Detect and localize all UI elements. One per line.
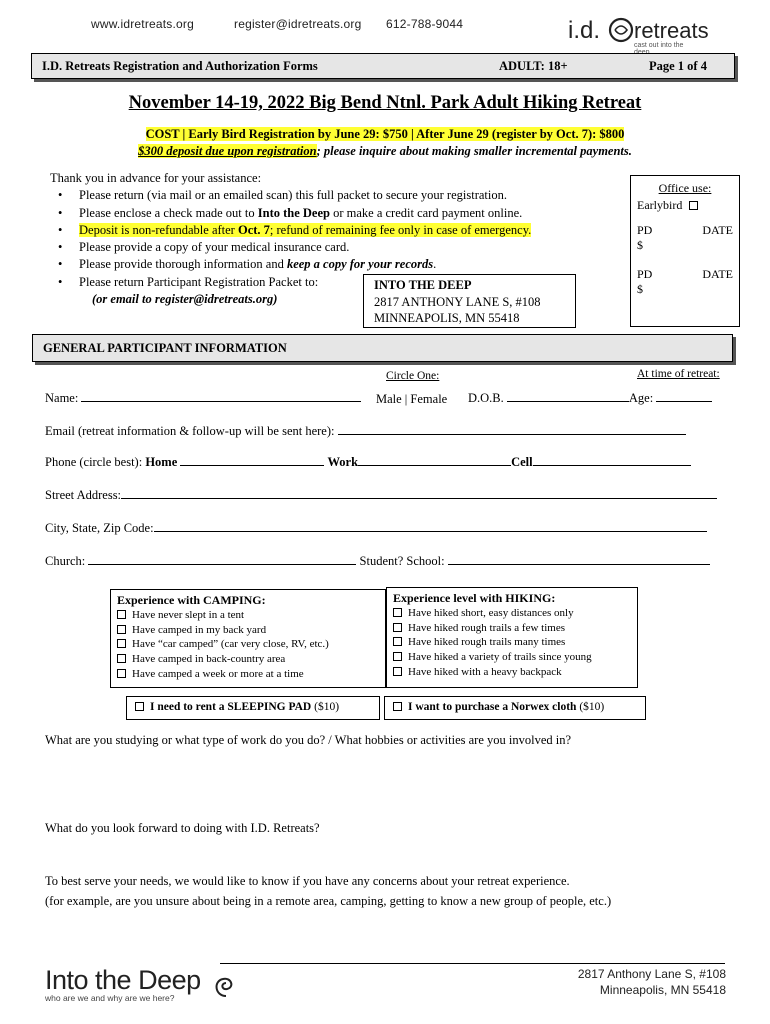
school-field[interactable] [448, 554, 710, 565]
work-phone-label: Work [327, 455, 359, 469]
instruction-text: Please provide thorough information and [79, 257, 287, 272]
hiking-option[interactable] [393, 650, 631, 665]
city-label: City, State, Zip Code: [45, 521, 154, 535]
general-info-title: GENERAL PARTICIPANT INFORMATION [43, 341, 287, 355]
dob-label: D.O.B. [468, 391, 504, 405]
checkbox[interactable] [393, 637, 402, 646]
office-pd-row-1 [637, 223, 733, 238]
payee-name: Into the Deep [257, 205, 330, 220]
question-concerns: To best serve your needs, we would like to know if you have any concerns about your retreat experience. [45, 874, 570, 888]
header-phone: 612-788-9044 [386, 17, 464, 31]
sleeping-pad-label: I need to rent a SLEEPING PAD [150, 701, 312, 713]
swirl-icon [211, 971, 241, 999]
email-note: (or email to register@idretreats.org) [92, 292, 278, 307]
circle-one-label: Circle One: [386, 370, 440, 382]
header-email: register@idretreats.org [234, 17, 362, 31]
deposit-highlight: $300 deposit due upon registration [138, 144, 317, 158]
office-pd-row-2 [637, 267, 733, 282]
page-number: Page 1 of 4 [649, 59, 707, 73]
camping-option[interactable] [117, 608, 379, 623]
gender-options[interactable]: Male | Female [376, 392, 448, 406]
phone-label: Phone (circle best): [45, 455, 143, 469]
name-field[interactable] [81, 391, 361, 402]
email-row [45, 424, 686, 439]
deposit-rest: ; please inquire about making smaller incremental payments. [316, 144, 632, 158]
email-field[interactable] [338, 424, 686, 435]
logo-tagline: cast out into the [634, 42, 684, 49]
sleeping-pad-option[interactable] [126, 696, 380, 720]
norwex-price: ($10) [579, 701, 605, 713]
footer-address-street: 2817 Anthony Lane S, #108 [577, 967, 726, 981]
question-concerns-example: (for example, are you unsure about being in a remote area, camping, getting to know a new group of people, etc.) [45, 894, 612, 908]
question-look-forward: What do you look forward to doing with I.D. Retreats? [45, 821, 320, 835]
cell-phone-label: Cell [511, 455, 533, 469]
retreat-title: November 14-19, 2022 Big Bend Ntnl. Park Adult Hiking Retreat [128, 93, 642, 113]
street-label: Street Address: [45, 488, 122, 502]
hiking-experience-box [386, 587, 638, 688]
camping-option-label: Have camped a week or more at a time [132, 667, 304, 680]
instructions-intro: Thank you in advance for your assistance: [50, 171, 262, 185]
svg-text:retreats: retreats [634, 18, 709, 43]
hiking-option-label: Have hiked short, easy distances only [408, 606, 574, 619]
age-label: Age: [628, 391, 654, 405]
instruction-text: ; refund of remaining fee only in case of emergency. [269, 222, 532, 237]
hiking-option-label: Have hiked a variety of trails since young [408, 651, 592, 664]
footer-divider [220, 963, 725, 964]
name-row [45, 391, 361, 406]
school-label: Student? School: [359, 554, 445, 568]
address-city: MINNEAPOLIS, MN 55418 [374, 311, 520, 325]
checkbox[interactable] [393, 667, 402, 676]
instruction-item [58, 256, 600, 273]
form-header-bar [31, 53, 735, 79]
camping-option[interactable] [117, 623, 379, 638]
instruction-text: Please enclose a check made out to [79, 205, 258, 220]
home-phone-label: Home [145, 455, 178, 469]
camping-option[interactable] [117, 637, 379, 652]
instruction-item [58, 222, 600, 239]
church-label: Church: [45, 554, 86, 568]
checkbox[interactable] [117, 669, 126, 678]
checkbox[interactable] [393, 623, 402, 632]
pd-label: PD [637, 223, 653, 237]
checkbox[interactable] [117, 654, 126, 663]
city-row [45, 521, 707, 536]
office-amount-2: $ [637, 282, 643, 296]
instruction-text: or make a credit card payment online. [329, 205, 523, 220]
address-street: 2817 ANTHONY LANE S, #108 [374, 294, 541, 309]
checkbox[interactable] [117, 610, 126, 619]
at-time-label: At time of retreat: [637, 368, 720, 380]
norwex-checkbox[interactable] [393, 702, 402, 711]
hiking-option-label: Have hiked rough trails many times [408, 636, 566, 649]
checkbox[interactable] [117, 639, 126, 648]
address-name: INTO THE DEEP [374, 278, 472, 292]
header-website: www.idretreats.org [91, 17, 194, 31]
checkbox[interactable] [117, 625, 126, 634]
date-label: DATE [702, 267, 733, 281]
hiking-option[interactable] [393, 665, 631, 680]
into-the-deep-logo [45, 965, 201, 1003]
dob-row [468, 391, 712, 406]
footer-address-city: Minneapolis, MN 55418 [599, 983, 726, 997]
cell-phone-field[interactable] [533, 455, 691, 466]
church-field[interactable] [88, 554, 356, 565]
instruction-text: Please return Participant Registration Packet to: [79, 274, 319, 289]
email-label: Email (retreat information & follow-up will be sent here): [45, 424, 335, 438]
earlybird-label: Earlybird [637, 198, 683, 212]
camping-heading: Experience with CAMPING: [117, 593, 266, 607]
city-field[interactable] [154, 521, 707, 532]
sleeping-pad-checkbox[interactable] [135, 702, 144, 711]
instruction-text: Please provide a copy of your medical insurance card. [79, 240, 350, 255]
instruction-item [58, 239, 600, 256]
camping-option[interactable] [117, 667, 379, 682]
footer-logo-text: Into the Deep [45, 965, 201, 995]
phone-row [45, 455, 691, 470]
deposit-line [0, 144, 770, 159]
earlybird-row [637, 198, 733, 213]
hiking-option[interactable] [393, 606, 631, 621]
checkbox[interactable] [393, 608, 402, 617]
hiking-heading: Experience level with HIKING: [393, 591, 556, 605]
mailing-address-box [363, 274, 576, 328]
instruction-item [58, 205, 600, 222]
office-amount-1: $ [637, 238, 643, 252]
camping-option-label: Have “car camped” (car very close, RV, etc.) [132, 638, 329, 651]
general-info-header [32, 334, 733, 362]
office-use-title: Office use: [658, 181, 712, 195]
svg-text:i.d.: i.d. [568, 17, 601, 44]
hiking-option[interactable] [393, 635, 631, 650]
hiking-option-label: Have hiked with a heavy backpack [408, 665, 562, 678]
street-row [45, 488, 717, 503]
hiking-option-label: Have hiked rough trails a few times [408, 621, 566, 634]
office-use-box [630, 175, 740, 327]
street-field[interactable] [121, 488, 717, 499]
date-label: DATE [702, 223, 733, 237]
norwex-cloth-option[interactable] [384, 696, 646, 720]
age-label: ADULT: 18+ [499, 59, 568, 73]
id-retreats-logo [568, 12, 709, 50]
name-label: Name: [45, 391, 79, 405]
question-studies: What are you studying or what type of work do you do? / What hobbies or activities are you involved in? [45, 733, 572, 747]
sleeping-pad-price: ($10) [314, 701, 340, 713]
church-row [45, 554, 710, 569]
form-title: I.D. Retreats Registration and Authorization Forms [42, 59, 318, 73]
instruction-text: . [433, 257, 437, 272]
camping-option-label: Have camped in my back yard [132, 623, 267, 636]
earlybird-checkbox[interactable] [689, 201, 698, 210]
camping-option-label: Have camped in back-country area [132, 653, 286, 666]
dob-field[interactable] [507, 391, 629, 402]
camping-option-label: Have never slept in a tent [132, 608, 245, 621]
instruction-item [58, 187, 600, 204]
camping-experience-box [110, 589, 386, 688]
instruction-text: Deposit is non-refundable after [79, 222, 238, 237]
footer-address [560, 966, 726, 998]
cost-text: COST | Early Bird Registration by June 29: $750 | After June 29 (register by Oct. 7): $800 [145, 127, 625, 141]
refund-date: Oct. 7 [237, 222, 270, 237]
work-phone-field[interactable] [358, 455, 511, 466]
checkbox[interactable] [393, 652, 402, 661]
home-phone-field[interactable] [180, 455, 324, 466]
norwex-label: I want to purchase a Norwex cloth [408, 701, 577, 713]
keep-copy-note: keep a copy for your records [286, 257, 434, 272]
hiking-option[interactable] [393, 621, 631, 636]
age-field[interactable] [656, 391, 712, 402]
camping-option[interactable] [117, 652, 379, 667]
pd-label: PD [637, 267, 653, 281]
instruction-text: Please return (via mail or an emailed scan) this full packet to secure your registration. [79, 188, 507, 203]
cost-line [0, 127, 770, 142]
footer-tagline: who are we and why are we here? [45, 993, 175, 1003]
